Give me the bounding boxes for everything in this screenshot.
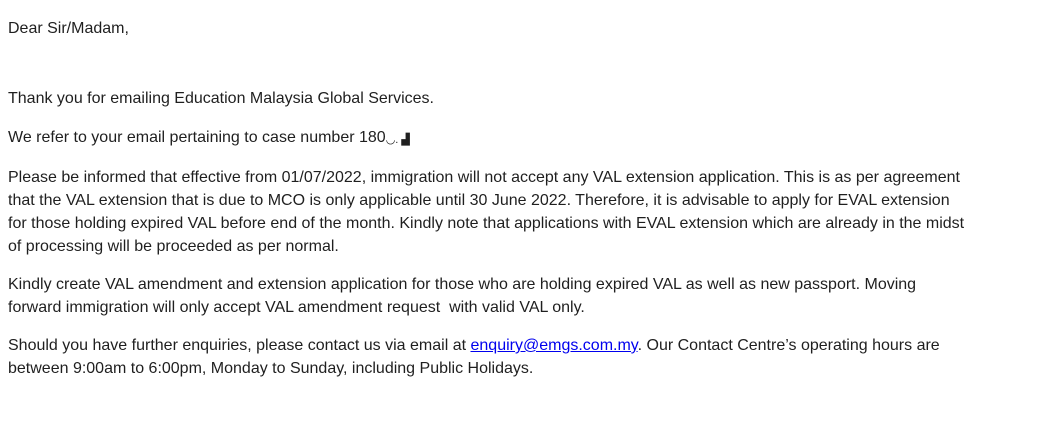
amendment-paragraph: [8, 273, 1032, 319]
info-line: of processing will be proceeded as per normal.: [8, 238, 339, 255]
reference-paragraph: [8, 126, 1032, 151]
contact-text: Should you have further enquiries, please contact us via email at: [8, 337, 471, 354]
reference-text: We refer to your email pertaining to case number 180: [8, 129, 386, 146]
contact-hours-line: between 9:00am to 6:00pm, Monday to Sunday, including Public Holidays.: [8, 360, 534, 377]
redacted-case-number: ◡. ▟: [385, 134, 410, 146]
info-line: that the VAL extension that is due to MCO is only applicable until 30 June 2022. Therefore, it is advisable to apply for EVAL extension: [8, 192, 950, 209]
email-body: [8, 17, 1032, 380]
greeting: Dear Sir/Madam,: [8, 20, 129, 37]
thanks-paragraph: Thank you for emailing Education Malaysia Global Services.: [8, 90, 434, 107]
info-line: Please be informed that effective from 01/07/2022, immigration will not accept any VAL extension application. This is as per agreement: [8, 169, 960, 186]
info-line: for those holding expired VAL before end of the month. Kindly note that applications with EVAL extension which are already in the midst: [8, 215, 965, 232]
info-paragraph: [8, 166, 1032, 258]
contact-hours-text: . Our Contact Centre’s operating hours are: [637, 337, 940, 354]
contact-paragraph: [8, 334, 1032, 380]
amendment-line: Kindly create VAL amendment and extension application for those who are holding expired VAL as well as new passport. Moving: [8, 276, 917, 293]
amendment-line: forward immigration will only accept VAL amendment request with valid VAL only.: [8, 299, 585, 316]
contact-line: [8, 334, 1032, 357]
contact-email-link[interactable]: enquiry@emgs.com.my: [470, 337, 638, 354]
